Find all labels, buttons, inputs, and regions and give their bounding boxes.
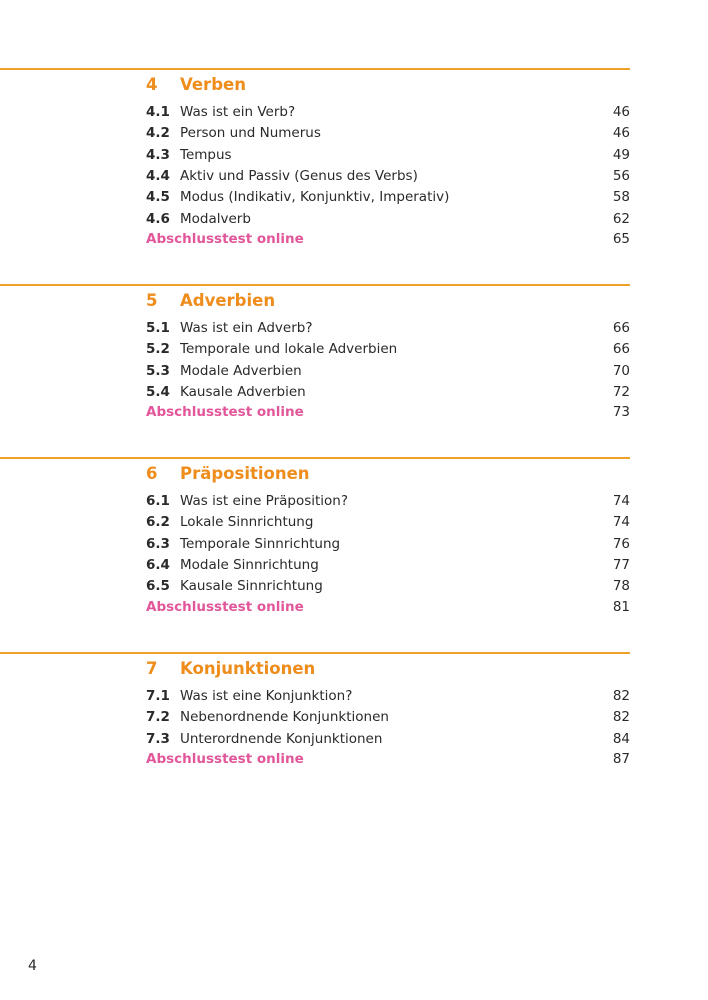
online-test-page: 73 — [612, 404, 630, 421]
chapter-block — [0, 68, 630, 247]
section-number: 4.1 — [146, 104, 170, 120]
online-test-page: 65 — [612, 230, 630, 247]
section-title: Person und Numerus — [180, 125, 321, 142]
section-number: 7.1 — [146, 688, 170, 704]
section-page: 46 — [612, 125, 630, 142]
section-page: 56 — [612, 167, 630, 184]
section-title: Temporale Sinnrichtung — [180, 535, 341, 552]
section-number: 7.3 — [146, 730, 170, 747]
toc-entry — [146, 576, 630, 597]
chapter-title: Verben — [180, 75, 246, 94]
section-page: 49 — [612, 146, 630, 163]
section-number: 4.3 — [146, 146, 170, 163]
online-test-entry — [146, 749, 630, 770]
toc-entry — [146, 729, 630, 750]
online-test-label: Abschlusstest online — [146, 230, 304, 247]
section-title: Temporale und lokale Adverbien — [180, 341, 398, 358]
chapter-block — [0, 652, 630, 767]
section-number: 4.4 — [146, 167, 170, 184]
section-number: 4.5 — [146, 189, 170, 206]
section-title: Aktiv und Passiv (Genus des Verbs) — [180, 167, 418, 184]
section-number: 5.2 — [146, 341, 170, 358]
section-page: 70 — [612, 362, 630, 379]
section-title: Was ist eine Präposition? — [180, 493, 349, 509]
chapter-number: 7 — [146, 659, 158, 678]
section-number: 5.1 — [146, 320, 170, 336]
toc-entry — [146, 686, 630, 707]
chapter-title: Adverbien — [180, 291, 276, 310]
section-page: 66 — [612, 341, 630, 358]
toc-entry — [146, 166, 630, 187]
section-page: 84 — [612, 730, 630, 747]
section-page: 77 — [612, 556, 630, 573]
section-title: Was ist eine Konjunktion? — [180, 688, 353, 704]
section-number: 6.4 — [146, 556, 170, 573]
section-page: 72 — [612, 383, 630, 400]
section-page: 62 — [612, 210, 630, 227]
toc-entry — [146, 512, 630, 533]
chapter-heading — [146, 464, 310, 483]
chapter-heading — [146, 291, 275, 310]
toc-entry — [146, 102, 630, 123]
section-number: 6.3 — [146, 535, 170, 552]
section-title: Modale Sinnrichtung — [180, 556, 319, 573]
section-title: Was ist ein Adverb? — [180, 320, 313, 336]
online-test-label: Abschlusstest online — [146, 598, 304, 615]
toc-entry — [146, 318, 630, 339]
online-test-entry — [146, 597, 630, 618]
section-number: 5.4 — [146, 383, 170, 400]
section-title: Lokale Sinnrichtung — [180, 514, 314, 531]
chapter-number: 5 — [146, 291, 158, 310]
section-page: 74 — [612, 514, 630, 531]
section-title: Modale Adverbien — [180, 362, 302, 379]
chapter-divider — [0, 284, 630, 286]
section-title: Nebenordnende Konjunktionen — [180, 709, 389, 726]
section-title: Modalverb — [180, 210, 251, 227]
section-page: 58 — [612, 189, 630, 206]
toc-entry — [146, 491, 630, 512]
section-page: 82 — [612, 709, 630, 726]
toc-entry — [146, 123, 630, 144]
section-number: 6.5 — [146, 578, 170, 595]
toc-entry — [146, 209, 630, 230]
chapter-number: 4 — [146, 75, 158, 94]
online-test-label: Abschlusstest online — [146, 404, 304, 421]
online-test-entry — [146, 402, 630, 423]
section-page: 66 — [612, 320, 630, 336]
section-title: Was ist ein Verb? — [180, 104, 296, 120]
online-test-page: 81 — [612, 598, 630, 615]
toc-entry — [146, 707, 630, 728]
section-page: 76 — [612, 535, 630, 552]
chapter-divider — [0, 457, 630, 459]
toc-entry — [146, 382, 630, 403]
chapter-title: Konjunktionen — [180, 659, 316, 678]
section-page: 82 — [612, 688, 630, 704]
toc-entry — [146, 361, 630, 382]
chapter-block — [0, 457, 630, 615]
section-number: 4.2 — [146, 125, 170, 142]
section-number: 5.3 — [146, 362, 170, 379]
section-page: 74 — [612, 493, 630, 509]
toc-entry — [146, 534, 630, 555]
online-test-label: Abschlusstest online — [146, 750, 304, 767]
section-title: Tempus — [180, 146, 232, 163]
online-test-page: 87 — [612, 750, 630, 767]
online-test-entry — [146, 229, 630, 250]
toc-entry — [146, 339, 630, 360]
section-number: 6.2 — [146, 514, 170, 531]
chapter-title: Präpositionen — [180, 464, 310, 483]
section-number: 4.6 — [146, 210, 170, 227]
section-page: 78 — [612, 578, 630, 595]
chapter-number: 6 — [146, 464, 158, 483]
chapter-divider — [0, 652, 630, 654]
section-number: 7.2 — [146, 709, 170, 726]
toc-entry — [146, 187, 630, 208]
section-title: Kausale Sinnrichtung — [180, 578, 323, 595]
section-title: Unterordnende Konjunktionen — [180, 730, 383, 747]
toc-entry — [146, 145, 630, 166]
toc-entry — [146, 555, 630, 576]
page-number: 4 — [28, 958, 37, 974]
chapter-heading — [146, 659, 315, 678]
chapter-divider — [0, 68, 630, 70]
section-page: 46 — [612, 104, 630, 120]
chapter-heading — [146, 75, 246, 94]
section-title: Kausale Adverbien — [180, 383, 306, 400]
chapter-block — [0, 284, 630, 421]
section-title: Modus (Indikativ, Konjunktiv, Imperativ) — [180, 189, 450, 206]
section-number: 6.1 — [146, 493, 170, 509]
